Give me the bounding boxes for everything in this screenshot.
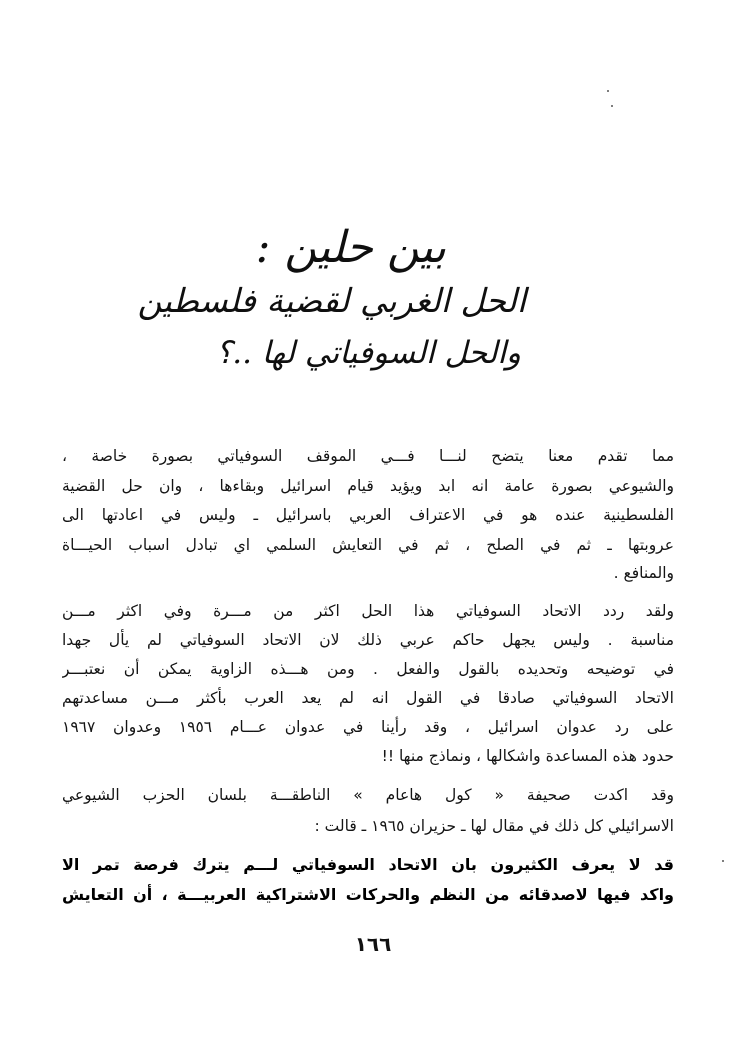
body-text-line: وقد اكدت صحيفة « كول هاعام » الناطقـــة بلسان الحزب الشيوعي (62, 786, 674, 804)
body-text-line: والمنافع . (613, 564, 674, 582)
body-text-line: الفلسطينية عنده هو في الاعتراف العربي باسرائيل ـ وليس في اعادتها الى (62, 506, 674, 524)
body-text-line: حدود هذه المساعدة واشكالها ، ونماذج منها !! (381, 747, 674, 765)
body-text-line: الاسرائيلي كل ذلك في مقال لها ـ حزيران ١٩٦٥ ـ قالت : (314, 817, 674, 835)
page-number: ١٦٦ (354, 932, 392, 956)
scan-speck (722, 860, 724, 862)
quote-text-line: قد لا يعرف الكثيرون بان الاتحاد السوفياتي لـــم يترك فرصة تمر الا (62, 855, 674, 874)
chapter-title-line-2: الحل الغربي لقضية فلسطين (137, 281, 526, 320)
scan-speck (611, 105, 613, 107)
body-text-line: على رد عدوان اسرائيل ، وقد رأينا في عدوان عـــام ١٩٥٦ وعدوان ١٩٦٧ (62, 718, 674, 736)
body-text-line: عروبتها ـ ثم في الصلح ، ثم في التعايش السلمي اي تبادل اسباب الحيـــاة (62, 536, 674, 554)
quote-text-line: واكد فيها لاصدقائه من النظم والحركات الاشتراكية العربيـــة ، أن التعايش (62, 885, 674, 904)
body-text-line: ولقد ردد الاتحاد السوفياتي هذا الحل اكثر من مـــرة وفي اكثر مـــن (62, 602, 674, 620)
chapter-title-line-3: والحل السوفياتي لها ..؟ (215, 335, 521, 371)
body-text-line: مناسبة . وليس يجهل حاكم عربي ذلك لان الاتحاد السوفياتي لم يأل جهدا (62, 631, 674, 649)
scan-speck (607, 90, 609, 92)
body-text-line: مما تقدم معنا يتضح لنـــا فـــي الموقف السوفياتي بصورة خاصة ، (62, 447, 674, 465)
chapter-title-line-1: بين حلين : (255, 222, 446, 273)
body-text-line: والشيوعي بصورة عامة انه ابد ويؤيد قيام اسرائيل وبقاءها ، وان حل القضية (62, 477, 674, 495)
body-text-line: في توضيحه وتحديده بالقول والفعل . ومن هـــذه الزاوية يمكن أن نعتبـــر (62, 660, 674, 678)
body-text-line: الاتحاد السوفياتي صادقا في القول انه لم يعد العرب بأكثر مـــن مساعدتهم (62, 689, 674, 707)
